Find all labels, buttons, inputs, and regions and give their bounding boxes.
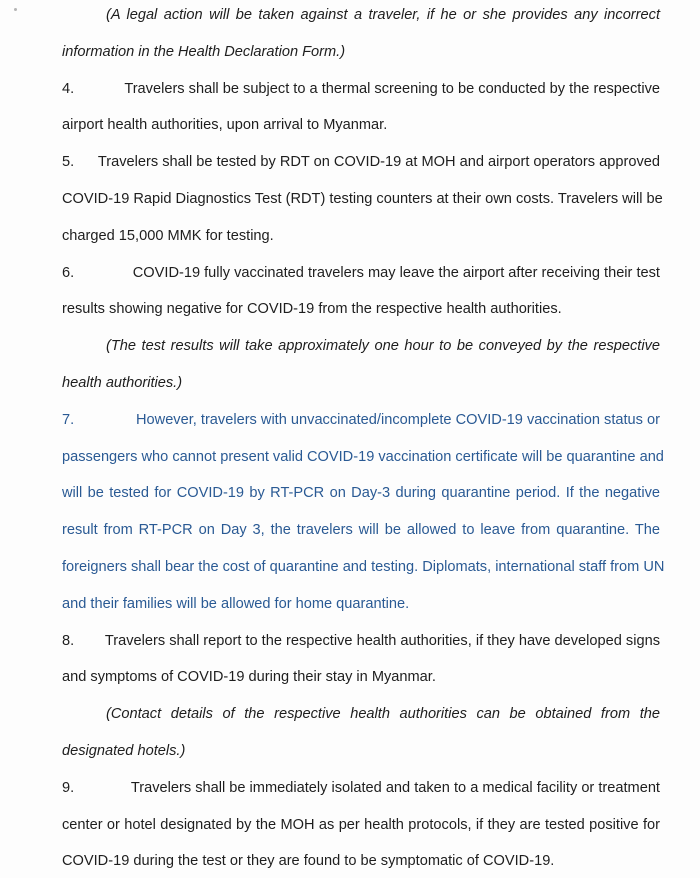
scan-speck (14, 8, 17, 11)
note-contact-line-1: (Contact details of the respective health authorities can be obtained from the (106, 706, 660, 723)
item-9-line-1 (62, 776, 660, 813)
item-number: 8. (62, 632, 75, 649)
note-results-line-1: (The test results will take approximately one hour to be conveyed by the respective (106, 338, 660, 355)
item-6-line-1 (62, 261, 660, 298)
item-9-text-1: Travelers shall be immediately isolated and taken to a medical facility or treatment (130, 779, 660, 796)
item-5-line-2: COVID-19 Rapid Diagnostics Test (RDT) testing counters at their own costs. Travelers will be (62, 190, 663, 207)
item-7-line-4: result from RT-PCR on Day 3, the travelers will be allowed to leave from quarantine. The (62, 522, 660, 539)
item-7-line-3: will be tested for COVID-19 by RT-PCR on Day-3 during quarantine period. If the negative (62, 485, 660, 502)
item-8-line-2: and symptoms of COVID-19 during their stay in Myanmar. (62, 669, 436, 686)
item-4-text-1: Travelers shall be subject to a thermal screening to be conducted by the respective (124, 80, 660, 97)
item-4-line-1 (62, 77, 660, 114)
note-declaration-line-1: (A legal action will be taken against a traveler, if he or she provides any incorrect (106, 7, 660, 23)
item-7-line-5: foreigners shall bear the cost of quarantine and testing. Diplomats, international staff from UN (62, 558, 665, 575)
item-9-line-3: COVID-19 during the test or they are found to be symptomatic of COVID-19. (62, 853, 555, 870)
item-number: 6. (62, 264, 75, 281)
item-6-line-2: results showing negative for COVID-19 from the respective health authorities. (62, 301, 562, 318)
note-results-line-2: health authorities.) (62, 374, 183, 391)
item-number: 9. (62, 779, 75, 796)
item-8-text-1: Travelers shall report to the respective health authorities, if they have developed signs (104, 632, 660, 649)
note-declaration-line-2: information in the Health Declaration Form.) (62, 43, 346, 60)
item-7-line-6: and their families will be allowed for home quarantine. (62, 595, 410, 612)
item-5-text-1: Travelers shall be tested by RDT on COVID-19 at MOH and airport operators approved (97, 154, 660, 171)
item-6-text-1: COVID-19 fully vaccinated travelers may leave the airport after receiving their test (132, 264, 660, 281)
item-number: 5. (62, 154, 75, 171)
note-contact-line-2: designated hotels.) (62, 742, 186, 759)
item-4-line-2: airport health authorities, upon arrival to Myanmar. (62, 117, 388, 134)
item-7-line-2: passengers who cannot present valid COVID-19 vaccination certificate will be quarantine and (62, 448, 664, 465)
document-body (62, 3, 665, 886)
item-5-line-1 (62, 150, 660, 187)
item-number: 7. (62, 411, 75, 428)
item-5-line-3: charged 15,000 MMK for testing. (62, 227, 274, 244)
item-9-line-2: center or hotel designated by the MOH as per health protocols, if they are tested positive for (62, 816, 660, 833)
item-7-line-1 (62, 408, 660, 445)
item-8-line-1 (62, 629, 660, 666)
item-number: 4. (62, 80, 75, 97)
item-7-text-1: However, travelers with unvaccinated/incomplete COVID-19 vaccination status or (136, 411, 660, 428)
